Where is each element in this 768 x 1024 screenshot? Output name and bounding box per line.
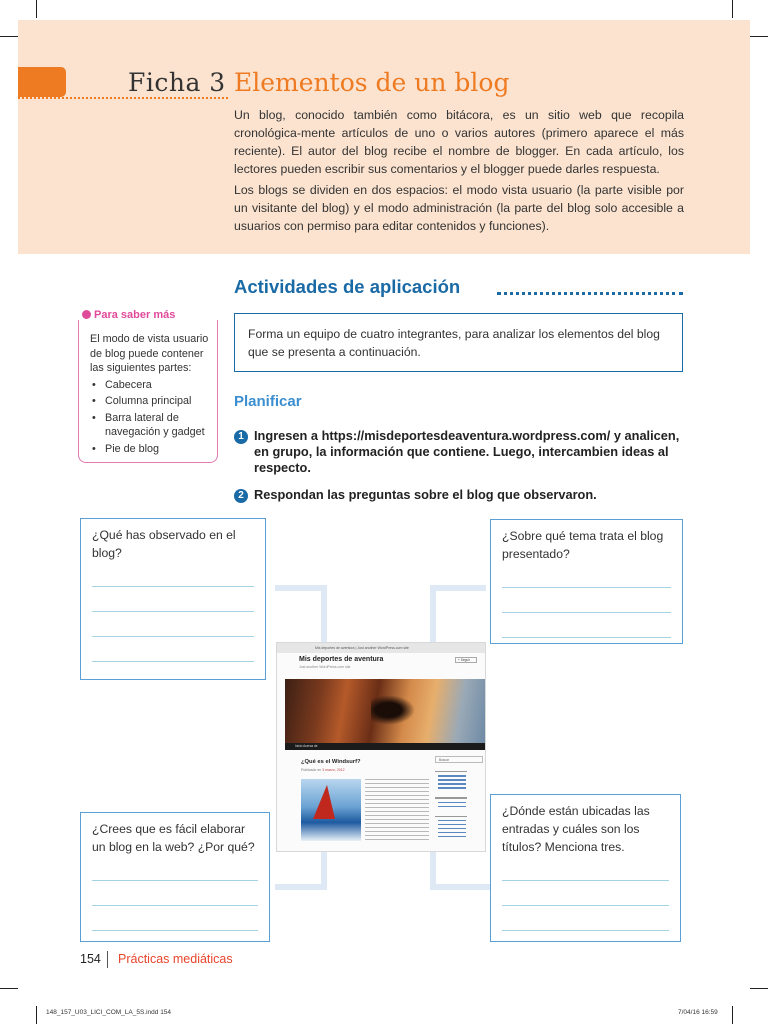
ficha-label: Ficha 3 xyxy=(128,68,226,97)
crop-mark xyxy=(0,988,18,989)
connector-arrow xyxy=(275,884,327,890)
intro-paragraph-1: Un blog, conocido también como bitácora, es un sitio web que recopila cronológica-mente artículos de uno o varios autores (primero aparece el más reciente). El autor del blog recibe el nombre de blogger. En cada artículo, los lectores pueden escribir sus comentarios y el blogger puede darles respuesta. xyxy=(234,108,684,176)
crop-mark xyxy=(732,1006,733,1024)
answer-line[interactable] xyxy=(92,905,258,906)
answer-line[interactable] xyxy=(502,880,669,881)
page-title: Elementos de un blog xyxy=(234,68,510,97)
answer-line[interactable] xyxy=(92,661,254,662)
crop-mark xyxy=(36,0,37,18)
step-text: Respondan las preguntas sobre el blog que observaron. xyxy=(254,487,597,502)
sidebar-note-list xyxy=(90,378,214,457)
screenshot-post-body xyxy=(365,779,429,843)
plan-title: Planificar xyxy=(234,393,302,410)
answer-line[interactable] xyxy=(502,637,671,638)
task-box: Forma un equipo de cuatro integrantes, para analizar los elementos del blog que se presenta a continuación. xyxy=(234,313,683,372)
screenshot-post-date xyxy=(301,768,345,772)
question-box-4 xyxy=(490,794,681,942)
crop-mark xyxy=(750,36,768,37)
screenshot-post-title: ¿Qué es el Windsurf? xyxy=(301,759,361,765)
crop-mark xyxy=(750,988,768,989)
list-item: • Cabecera xyxy=(90,378,214,393)
question-text: ¿Qué has observado en el blog? xyxy=(92,528,236,560)
note-dot-icon xyxy=(82,310,91,319)
footer-section-name: Prácticas mediáticas xyxy=(118,952,233,966)
connector-arrow xyxy=(430,884,490,890)
answer-line[interactable] xyxy=(92,930,258,931)
crop-mark xyxy=(0,36,18,37)
list-item: • Columna principal xyxy=(90,394,214,409)
screenshot-sidebar xyxy=(435,756,483,840)
step-number-icon: 2 xyxy=(234,489,248,503)
crop-mark xyxy=(732,0,733,18)
screenshot-blog-title: Mis deportes de aventura xyxy=(299,656,384,663)
answer-line[interactable] xyxy=(502,930,669,931)
answer-line[interactable] xyxy=(92,586,254,587)
crop-mark xyxy=(36,1006,37,1024)
step-2 xyxy=(234,487,686,503)
screenshot-follow-button: + Seguir xyxy=(455,657,477,663)
step-text: Ingresen a https://misdeportesdeaventura.wordpress.com/ y analicen, en grupo, la información que contiene. Luego, intercambien ideas al respecto. xyxy=(254,428,680,475)
title-dotted-rule xyxy=(18,97,228,99)
section-title: Actividades de aplicación xyxy=(234,276,461,297)
chapter-tab-mark xyxy=(18,67,66,97)
question-text: ¿Crees que es fácil elaborar un blog en la web? ¿Por qué? xyxy=(92,822,255,854)
step-number-icon: 1 xyxy=(234,430,248,444)
answer-line[interactable] xyxy=(92,611,254,612)
blog-screenshot xyxy=(276,642,486,852)
list-item: • Pie de blog xyxy=(90,442,214,457)
climber-image xyxy=(371,695,415,725)
question-text: ¿Sobre qué tema trata el blog presentado? xyxy=(502,529,664,561)
screenshot-nav: Inicio Acerca de xyxy=(285,743,485,750)
post-date-prefix: Publicado en xyxy=(301,768,322,772)
answer-line[interactable] xyxy=(502,612,671,613)
answer-line[interactable] xyxy=(502,587,671,588)
windsurf-sail xyxy=(313,785,335,819)
page-number: 154 xyxy=(80,952,101,966)
print-slug-file: 148_157_U03_LICI_COM_LA_5S.indd 154 xyxy=(46,1009,172,1016)
screenshot-top-bar: Mis deportes de aventura | Just another WordPress.com site xyxy=(277,643,486,653)
intro-paragraph-2: Los blogs se dividen en dos espacios: el modo vista usuario (la parte visible por un visitante del blog) y el modo administración (la parte del blog solo accesible a usuarios con permiso para editar contenidos y funciones). xyxy=(234,183,684,233)
connector-arrow xyxy=(430,585,486,591)
answer-line[interactable] xyxy=(92,636,254,637)
screenshot-search: Buscar xyxy=(435,756,483,763)
question-box-1 xyxy=(80,518,266,680)
sidebar-note-intro: El modo de vista usuario de blog puede contener las siguientes partes: xyxy=(90,333,209,374)
question-box-3 xyxy=(80,812,270,942)
sidebar-note-tag xyxy=(82,309,175,321)
list-item: • Barra lateral de navegación y gadget xyxy=(90,411,214,440)
intro-text xyxy=(234,106,684,238)
answer-line[interactable] xyxy=(502,905,669,906)
connector-arrow xyxy=(275,585,325,591)
sidebar-note xyxy=(90,332,214,458)
connector-arrow xyxy=(321,585,327,643)
question-box-2 xyxy=(490,519,683,644)
post-date-value: 3 marzo, 2012 xyxy=(322,768,345,772)
section-dotted-rule xyxy=(497,292,683,295)
print-slug-date: 7/04/16 16:59 xyxy=(678,1009,718,1016)
question-text: ¿Dónde están ubicadas las entradas y cuáles son los títulos? Menciona tres. xyxy=(502,804,650,854)
step-1 xyxy=(234,428,686,476)
screenshot-blog-tagline: Just another WordPress.com site xyxy=(299,665,351,669)
footer-divider xyxy=(107,951,108,968)
sidebar-note-tag-text: Para saber más xyxy=(94,309,176,321)
answer-line[interactable] xyxy=(92,880,258,881)
connector-arrow xyxy=(430,585,436,643)
